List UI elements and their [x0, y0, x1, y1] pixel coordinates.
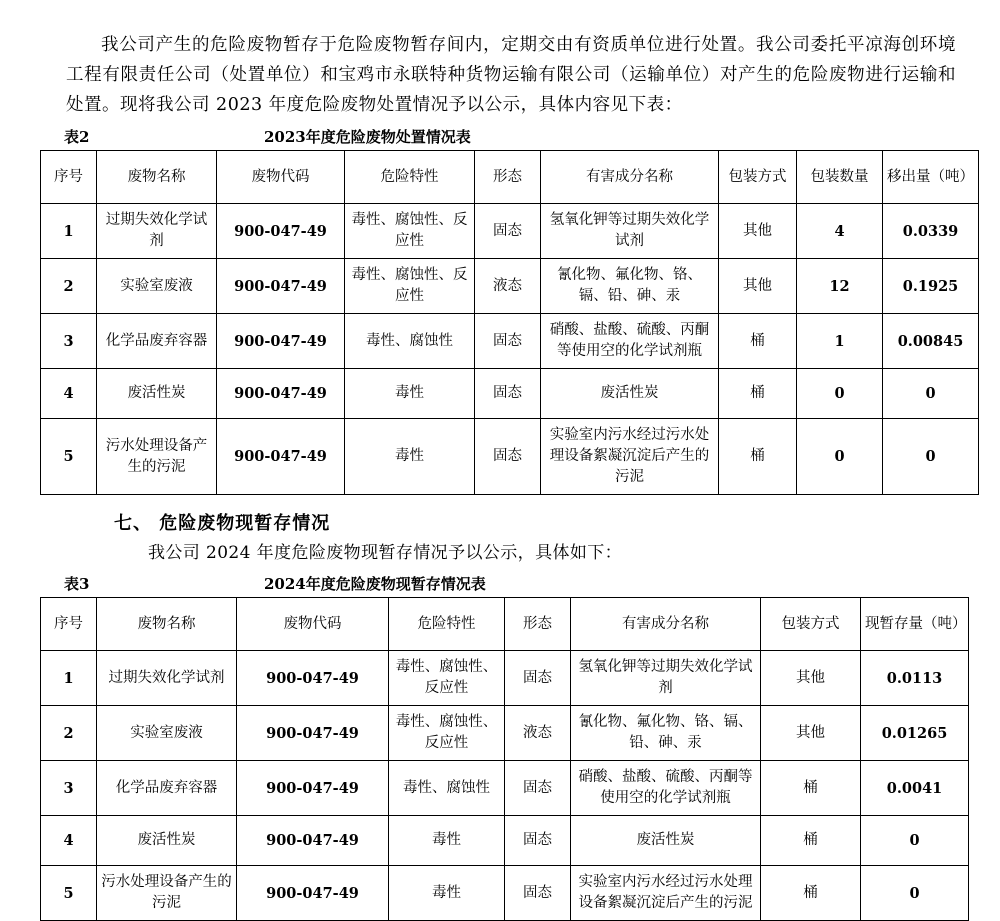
column-header-form: 形态 [475, 151, 541, 204]
cell-hazard: 毒性、腐蚀性、反应性 [389, 651, 505, 706]
cell-components: 氰化物、氟化物、铬、镉、铅、砷、汞 [541, 259, 719, 314]
cell-name: 污水处理设备产生的污泥 [97, 419, 217, 495]
column-header-components: 有害成分名称 [541, 151, 719, 204]
cell-num: 4 [41, 816, 97, 866]
cell-hazard: 毒性、腐蚀性 [345, 314, 475, 369]
cell-components: 氢氧化钾等过期失效化学试剂 [541, 204, 719, 259]
table-row [41, 816, 969, 866]
column-header-num: 序号 [41, 151, 97, 204]
table2-caption-label: 表3 [64, 575, 90, 593]
cell-code: 900-047-49 [237, 651, 389, 706]
cell-code: 900-047-49 [217, 259, 345, 314]
table-row [41, 259, 979, 314]
table-row [41, 369, 979, 419]
column-header-form: 形态 [505, 598, 571, 651]
cell-amount: 0 [883, 419, 979, 495]
cell-amount: 0.1925 [883, 259, 979, 314]
cell-form: 固态 [475, 419, 541, 495]
cell-form: 固态 [475, 369, 541, 419]
section7-paragraph: 我公司 2024 年度危险废物现暂存情况予以公示，具体如下： [148, 543, 623, 563]
cell-components: 实验室内污水经过污水处理设备絮凝沉淀后产生的污泥 [541, 419, 719, 495]
column-header-code: 废物代码 [217, 151, 345, 204]
cell-pack: 其他 [761, 706, 861, 761]
cell-stored: 0.0041 [861, 761, 969, 816]
cell-name: 废活性炭 [97, 816, 237, 866]
cell-pack-qty: 0 [797, 369, 883, 419]
table-header-row [41, 598, 969, 651]
cell-code: 900-047-49 [217, 419, 345, 495]
table-header-row [41, 151, 979, 204]
table2-caption [36, 573, 964, 594]
cell-hazard: 毒性 [345, 419, 475, 495]
table-row [41, 651, 969, 706]
cell-code: 900-047-49 [237, 706, 389, 761]
cell-name: 废活性炭 [97, 369, 217, 419]
cell-form: 固态 [505, 761, 571, 816]
cell-components: 氢氧化钾等过期失效化学试剂 [571, 651, 761, 706]
table1-caption-title: 2023年度危险废物处置情况表 [264, 128, 471, 146]
cell-code: 900-047-49 [217, 369, 345, 419]
column-header-stored: 现暂存量（吨） [861, 598, 969, 651]
cell-num: 1 [41, 204, 97, 259]
cell-stored: 0.01265 [861, 706, 969, 761]
column-header-num: 序号 [41, 598, 97, 651]
table-row [41, 866, 969, 921]
cell-num: 5 [41, 866, 97, 921]
cell-amount: 0.0339 [883, 204, 979, 259]
cell-code: 900-047-49 [237, 761, 389, 816]
cell-hazard: 毒性 [389, 866, 505, 921]
column-header-components: 有害成分名称 [571, 598, 761, 651]
cell-num: 2 [41, 259, 97, 314]
cell-num: 2 [41, 706, 97, 761]
cell-form: 液态 [505, 706, 571, 761]
cell-pack: 桶 [761, 761, 861, 816]
section-heading-7: 七、 危险废物现暂存情况 [114, 513, 331, 534]
cell-hazard: 毒性 [389, 816, 505, 866]
cell-code: 900-047-49 [237, 816, 389, 866]
cell-amount: 0 [883, 369, 979, 419]
column-header-hazard: 危险特性 [345, 151, 475, 204]
cell-num: 4 [41, 369, 97, 419]
table1-caption-label: 表2 [64, 128, 90, 146]
cell-name: 过期失效化学试剂 [97, 204, 217, 259]
column-header-amount: 移出量（吨） [883, 151, 979, 204]
cell-code: 900-047-49 [217, 314, 345, 369]
cell-name: 过期失效化学试剂 [97, 651, 237, 706]
cell-hazard: 毒性 [345, 369, 475, 419]
cell-form: 固态 [505, 816, 571, 866]
cell-pack-qty: 1 [797, 314, 883, 369]
cell-name: 实验室废液 [97, 706, 237, 761]
cell-stored: 0 [861, 816, 969, 866]
cell-stored: 0 [861, 866, 969, 921]
table-row [41, 706, 969, 761]
cell-form: 固态 [475, 204, 541, 259]
cell-pack: 其他 [719, 204, 797, 259]
cell-hazard: 毒性、腐蚀性、反应性 [345, 204, 475, 259]
cell-pack: 桶 [719, 419, 797, 495]
table-row [41, 419, 979, 495]
cell-num: 1 [41, 651, 97, 706]
cell-code: 900-047-49 [237, 866, 389, 921]
column-header-hazard: 危险特性 [389, 598, 505, 651]
cell-name: 污水处理设备产生的污泥 [97, 866, 237, 921]
column-header-name: 废物名称 [97, 598, 237, 651]
cell-form: 固态 [505, 651, 571, 706]
cell-pack: 其他 [761, 651, 861, 706]
cell-num: 3 [41, 314, 97, 369]
cell-components: 实验室内污水经过污水处理设备絮凝沉淀后产生的污泥 [571, 866, 761, 921]
cell-pack-qty: 12 [797, 259, 883, 314]
table-row [41, 761, 969, 816]
column-header-packqty: 包装数量 [797, 151, 883, 204]
disposal-table-2023 [40, 150, 979, 495]
cell-pack-qty: 4 [797, 204, 883, 259]
column-header-pack: 包装方式 [761, 598, 861, 651]
column-header-name: 废物名称 [97, 151, 217, 204]
cell-stored: 0.0113 [861, 651, 969, 706]
cell-num: 3 [41, 761, 97, 816]
cell-components: 硝酸、盐酸、硫酸、丙酮等使用空的化学试剂瓶 [571, 761, 761, 816]
table-row [41, 204, 979, 259]
cell-form: 固态 [475, 314, 541, 369]
cell-name: 实验室废液 [97, 259, 217, 314]
cell-components: 废活性炭 [541, 369, 719, 419]
intro-paragraph: 我公司产生的危险废物暂存于危险废物暂存间内，定期交由有资质单位进行处置。我公司委托平凉海创环境工程有限责任公司（处置单位）和宝鸡市永联特种货物运输有限公司（运输单位）对产生的危险废物进行运输和处置。现将我公司 2023 年度危险废物处置情况予以公示，具体内容见下表： [66, 35, 956, 115]
column-header-pack: 包装方式 [719, 151, 797, 204]
cell-form: 固态 [505, 866, 571, 921]
cell-amount: 0.00845 [883, 314, 979, 369]
cell-components: 废活性炭 [571, 816, 761, 866]
cell-name: 化学品废弃容器 [97, 314, 217, 369]
cell-pack: 其他 [719, 259, 797, 314]
cell-num: 5 [41, 419, 97, 495]
cell-hazard: 毒性、腐蚀性 [389, 761, 505, 816]
cell-code: 900-047-49 [217, 204, 345, 259]
cell-hazard: 毒性、腐蚀性、反应性 [345, 259, 475, 314]
column-header-code: 废物代码 [237, 598, 389, 651]
cell-components: 氰化物、氟化物、铬、镉、铅、砷、汞 [571, 706, 761, 761]
cell-components: 硝酸、盐酸、硫酸、丙酮等使用空的化学试剂瓶 [541, 314, 719, 369]
cell-hazard: 毒性、腐蚀性、反应性 [389, 706, 505, 761]
cell-pack: 桶 [719, 369, 797, 419]
cell-name: 化学品废弃容器 [97, 761, 237, 816]
storage-table-2024 [40, 597, 969, 921]
cell-pack: 桶 [761, 816, 861, 866]
table1-caption [36, 126, 964, 147]
cell-form: 液态 [475, 259, 541, 314]
cell-pack: 桶 [719, 314, 797, 369]
cell-pack: 桶 [761, 866, 861, 921]
cell-pack-qty: 0 [797, 419, 883, 495]
table-row [41, 314, 979, 369]
table2-caption-title: 2024年度危险废物现暂存情况表 [264, 575, 486, 593]
